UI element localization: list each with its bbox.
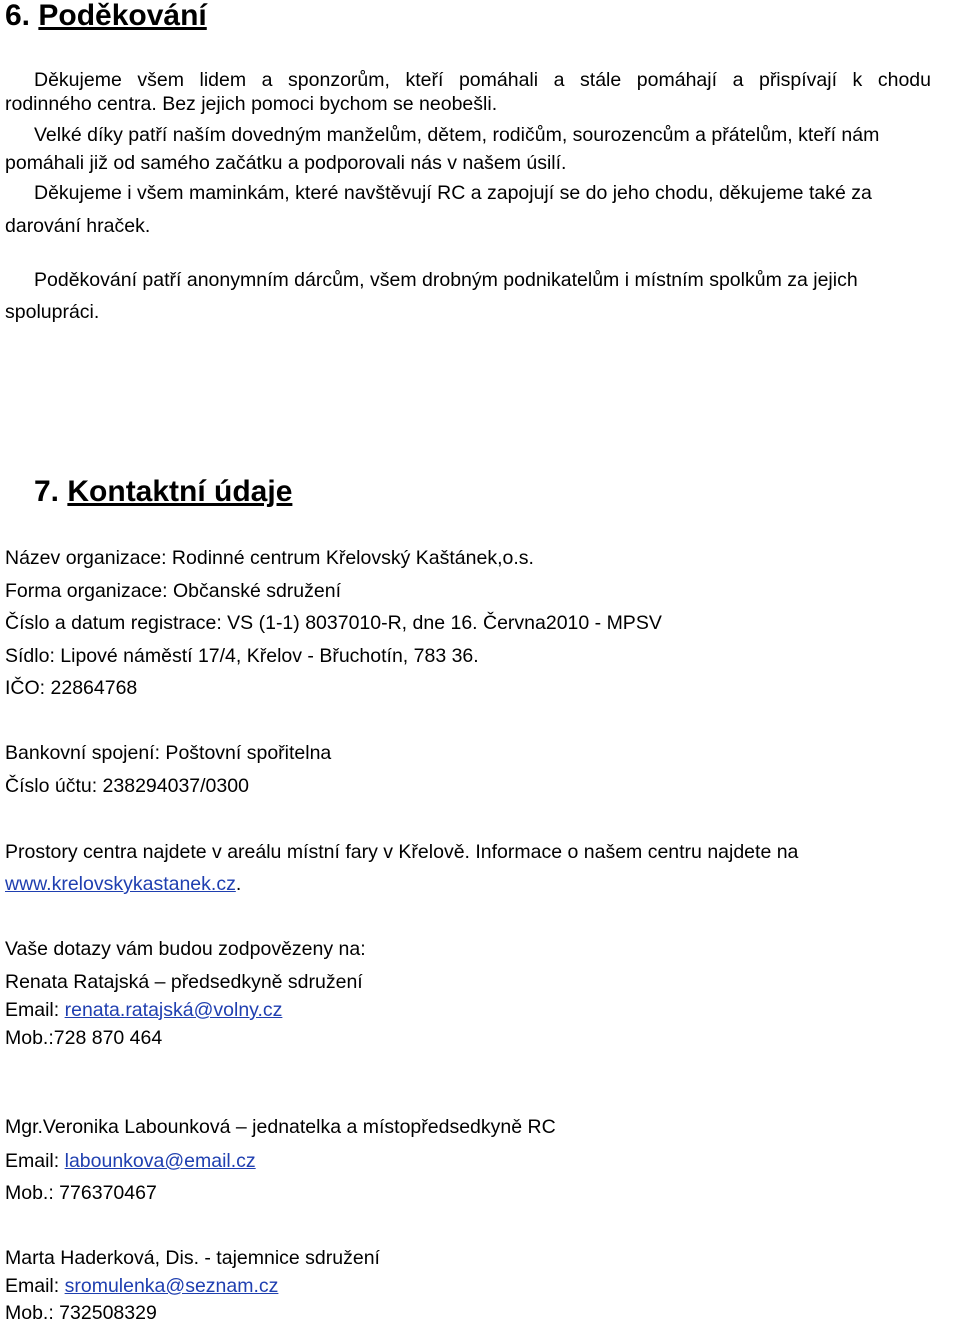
email-label: Email: [5, 1275, 65, 1297]
thanks-line-7: Poděkování patří anonymním dárcům, všem drobným podnikatelům i místním spolkům za jejich [34, 269, 858, 291]
contact-3-email-link[interactable]: sromulenka@seznam.cz [64, 1275, 279, 1297]
thanks-line-4: pomáhali již od samého začátku a podporovali nás v našem úsilí. [5, 152, 567, 174]
section-6-number: 6. [5, 0, 31, 32]
section-7-number: 7. [34, 475, 60, 508]
thanks-line-8: spolupráci. [5, 301, 100, 323]
contact-2-email-link[interactable]: labounkova@email.cz [64, 1150, 256, 1172]
section-6-heading [5, 0, 207, 36]
org-name: Název organizace: Rodinné centrum Křelovský Kaštánek,o.s. [5, 547, 534, 569]
section-6-title: Poděkování [38, 0, 207, 32]
premises-info: Prostory centra najdete v areálu místní fary v Křelově. Informace o našem centru najdete na [5, 841, 799, 863]
org-form: Forma organizace: Občanské sdružení [5, 580, 341, 602]
contact-3-mobile: Mob.: 732508329 [5, 1302, 157, 1324]
contact-2-mobile: Mob.: 776370467 [5, 1182, 157, 1204]
thanks-line-3: Velké díky patří naším dovedným manželům, dětem, rodičům, sourozencům a přátelům, kteří nám [34, 124, 880, 146]
questions-intro: Vaše dotazy vám budou zodpovězeny na: [5, 938, 366, 960]
registration: Číslo a datum registrace: VS (1-1) 8037010-R, dne 16. Června2010 - MPSV [5, 612, 662, 634]
contact-2-email-line [5, 1148, 256, 1174]
account-number: Číslo účtu: 238294037/0300 [5, 775, 249, 797]
seat-address: Sídlo: Lipové náměstí 17/4, Křelov - Břuchotín, 783 36. [5, 645, 479, 667]
ico-number: IČO: 22864768 [5, 677, 138, 699]
thanks-line-5: Děkujeme i všem maminkám, které navštěvují RC a zapojují se do jeho chodu, děkujeme také za [34, 182, 872, 204]
thanks-line-2: rodinného centra. Bez jejich pomoci bychom se neobešli. [5, 93, 498, 115]
email-label: Email: [5, 999, 65, 1021]
thanks-line-1: Děkujeme všem lidem a sponzorům, kteří pomáhali a stále pomáhají a přispívají k chodu [34, 69, 931, 91]
thanks-line-6: darování hraček. [5, 215, 151, 237]
email-label: Email: [5, 1150, 65, 1172]
contact-1-email-line [5, 997, 282, 1023]
contact-1-email-link[interactable]: renata.ratajská@volny.cz [64, 999, 283, 1021]
website-suffix: . [235, 873, 242, 895]
contact-2-name: Mgr.Veronika Labounková – jednatelka a místopředsedkyně RC [5, 1116, 556, 1138]
section-7-title: Kontaktní údaje [67, 475, 293, 508]
contact-3-name: Marta Haderková, Dis. - tajemnice sdružení [5, 1247, 380, 1269]
website-link[interactable]: www.krelovskykastanek.cz [5, 873, 236, 895]
contact-1-mobile: Mob.:728 870 464 [5, 1027, 163, 1049]
contact-3-email-line [5, 1273, 278, 1299]
contact-1-name: Renata Ratajská – předsedkyně sdružení [5, 971, 363, 993]
website-line [5, 871, 241, 897]
section-7-heading [34, 472, 292, 512]
bank-connection: Bankovní spojení: Poštovní spořitelna [5, 742, 332, 764]
